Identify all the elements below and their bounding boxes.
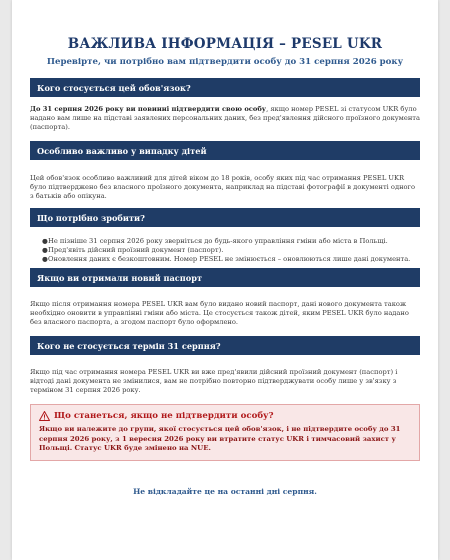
list-item xyxy=(42,237,420,246)
who-text-bold: До 31 серпня 2026 року ви повинні підтвердити свою особу xyxy=(30,105,267,113)
page-subtitle: Перевірте, чи потрібно вам підтвердити особу до 31 серпня 2026 року xyxy=(46,57,404,67)
warning-triangle-icon xyxy=(39,411,50,421)
todo-list xyxy=(30,237,420,264)
warning-title xyxy=(39,411,411,421)
section-heading-todo: Що потрібно зробити? xyxy=(30,208,420,227)
bullet-icon: ● xyxy=(42,245,48,254)
list-item-text: Не пізніше 31 серпня 2026 року зверніться до будь-якого управління гміни або міста в Польщі. xyxy=(48,236,388,245)
section-text-who xyxy=(30,105,420,132)
section-heading-who: Кого стосується цей обов'язок? xyxy=(30,78,420,97)
section-text-children: Цей обов'язок особливо важливий для дітей віком до 18 років, особу яких під час отримання PESEL UKR було підтверджено без власного проїзного документа, наприклад на підставі фотографії в документі одного з батьків або опікуна. xyxy=(30,174,416,201)
document-page xyxy=(12,0,438,560)
closing-note: Не відкладайте це на останні дні серпня. xyxy=(133,487,317,497)
who-text-rest: , якщо номер PESEL зі статусом UKR було надано вам лише на підставі заявлених персональних даних, без пред'явлення дійсного проїзного документа (паспорта). xyxy=(30,105,420,132)
list-item xyxy=(42,255,420,264)
warning-title-text: Що станеться, якщо не підтвердити особу? xyxy=(54,411,274,422)
list-item xyxy=(42,246,420,255)
bullet-icon: ● xyxy=(42,236,48,245)
list-item-text: Оновлення даних є безкоштовним. Номер PESEL не змінюється – оновлюються лише дані документа. xyxy=(48,254,411,263)
page-title: ВАЖЛИВА ІНФОРМАЦІЯ – PESEL UKR xyxy=(67,36,383,52)
section-heading-not-applies: Кого не стосується термін 31 серпня? xyxy=(30,336,420,355)
bullet-icon: ● xyxy=(42,254,48,263)
section-heading-new-passport: Якщо ви отримали новий паспорт xyxy=(30,268,420,287)
section-text-not-applies: Якщо під час отримання номера PESEL UKR ви вже пред'явили дійсний проїзний документ (паспорт) і відтоді дані документа не змінилися, вам не потрібно повторно підтверджувати особу лише у зв'язку з терміном 31 серпня 2026 року. xyxy=(30,368,398,395)
list-item-text: Пред'явіть дійсний проїзний документ (паспорт). xyxy=(48,245,224,254)
section-heading-children: Особливо важливо у випадку дітей xyxy=(30,141,420,160)
warning-text: Якщо ви належите до групи, якої стосується цей обов'язок, і не підтвердите особу до 31 серпня 2026 року, з 1 вересня 2026 року ви втратите статус UKR і тимчасовий захист у Польщі. Статус UKR буде змінено на NUE. xyxy=(39,425,401,452)
warning-box xyxy=(30,404,420,461)
section-text-new-passport: Якщо після отримання номера PESEL UKR вам було видано новий паспорт, дані нового документа також необхідно оновити в управлінні гміни або міста. Це стосується також дітей, яким PESEL UKR було надано без власного паспорта, а згодом паспорт було оформлено. xyxy=(30,299,409,327)
